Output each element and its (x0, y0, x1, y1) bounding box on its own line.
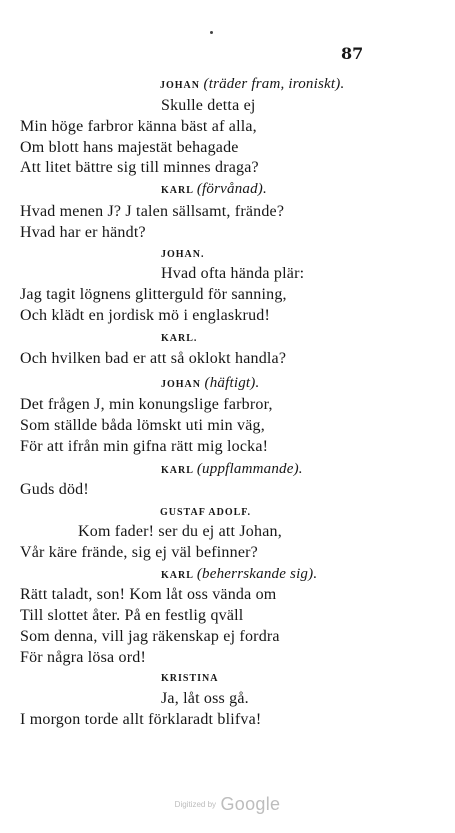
speaker-johan-3 (161, 373, 259, 395)
speaker-name: KARL (161, 465, 194, 476)
verse-line: Ja, låt oss gå. (161, 690, 249, 707)
speaker-name: KARL (161, 185, 194, 196)
verse-line: Det frågen J, min konungslige farbror, (20, 396, 273, 413)
google-logo: Google (220, 794, 281, 814)
speaker-karl-4 (161, 564, 317, 586)
verse-line: Hvad ofta hända plär: (161, 265, 305, 282)
page-number: 87 (341, 44, 364, 63)
verse-line: Jag tagit lögnens glitterguld för sanning, (20, 286, 287, 303)
speaker-name: KRISTINA (161, 673, 219, 684)
verse-line: Kom fader! ser du ej att Johan, (78, 523, 282, 540)
verse-line: För att ifrån min gifna rätt mig locka! (20, 438, 269, 455)
verse-line: Om blott hans majestät behagade (20, 139, 239, 156)
speaker-gustaf-adolf (160, 503, 251, 523)
speaker-johan-1 (160, 74, 344, 96)
verse-line: Att litet bättre sig till minnes draga? (20, 159, 259, 176)
verse-line: Hvad menen J? J talen sällsamt, frände? (20, 203, 285, 220)
verse-line: Vår käre frände, sig ej väl befinner? (20, 544, 258, 561)
stray-mark (210, 31, 213, 34)
verse-line: Rätt taladt, son! Kom låt oss vända om (20, 586, 277, 603)
stage-direction: (beherrskande sig). (196, 566, 318, 582)
verse-line: Skulle detta ej (161, 97, 256, 114)
speaker-name: JOHAN (161, 379, 201, 390)
speaker-karl-1 (161, 179, 267, 201)
verse-line: Till slottet åter. På en festlig qväll (20, 607, 244, 624)
speaker-johan-2 (161, 245, 205, 265)
verse-line: Min höge farbror känna bäst af alla, (20, 118, 257, 135)
stage-direction: (häftigt). (204, 375, 260, 391)
watermark-prefix: Digitized by (174, 800, 217, 809)
speaker-karl-3 (161, 459, 303, 481)
verse-line: Och hvilken bad er att så oklokt handla? (20, 350, 287, 367)
verse-line: Som ställde båda lömskt uti min väg, (20, 417, 265, 434)
speaker-name: JOHAN. (161, 249, 205, 260)
verse-line: I morgon torde allt förklaradt blifva! (20, 711, 262, 728)
stage-direction: (uppflammande). (196, 461, 303, 477)
speaker-name: KARL. (161, 333, 198, 344)
stage-direction: (förvånad). (196, 181, 267, 197)
digitized-watermark (0, 794, 455, 815)
speaker-karl-2 (161, 329, 197, 349)
speaker-name: KARL (161, 570, 194, 581)
speaker-name: GUSTAF ADOLF. (160, 507, 251, 518)
verse-line: Hvad har er händt? (20, 224, 146, 241)
verse-line: Guds död! (20, 481, 89, 498)
verse-line: Och klädt en jordisk mö i englaskrud! (20, 307, 271, 324)
stage-direction: (träder fram, ironiskt). (203, 76, 345, 92)
verse-line: För några lösa ord! (20, 649, 146, 666)
verse-line: Som denna, vill jag räkenskap ej fordra (20, 628, 280, 645)
speaker-name: JOHAN (160, 80, 200, 91)
speaker-kristina (161, 669, 218, 689)
